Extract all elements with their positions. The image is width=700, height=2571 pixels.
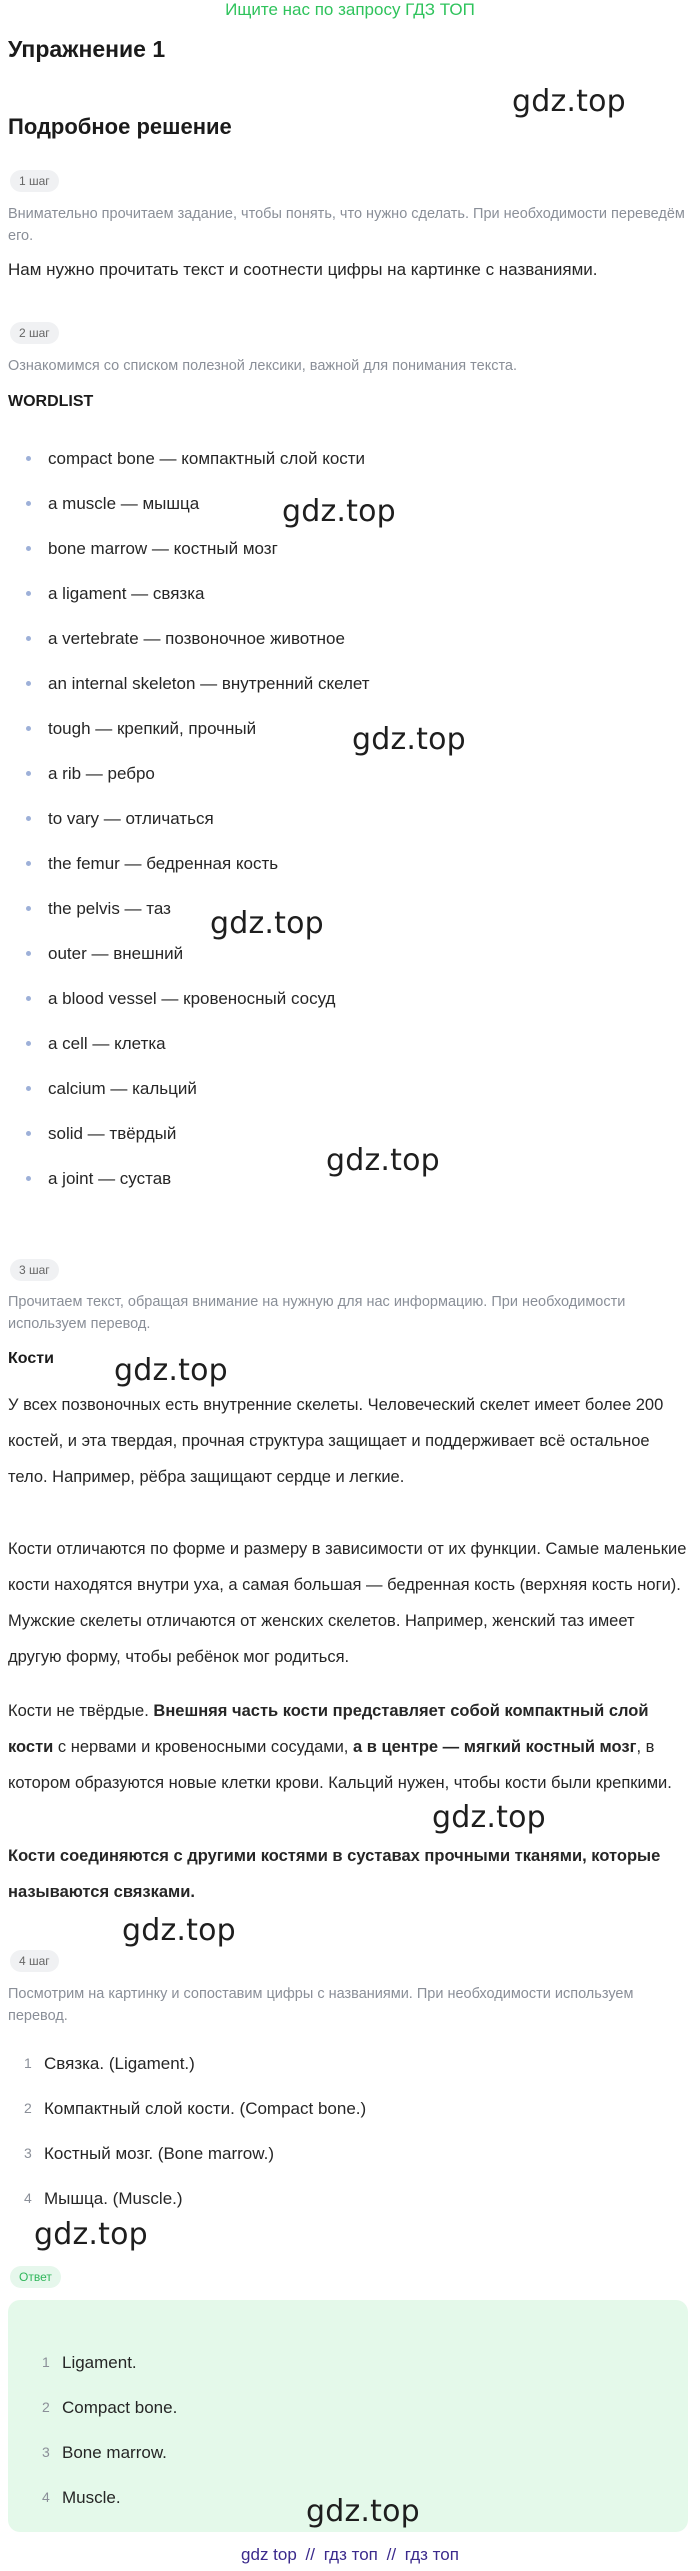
watermark: gdz.top	[306, 2494, 420, 2529]
item-number: 4	[24, 2190, 32, 2206]
word-text: the pelvis — таз	[48, 899, 171, 918]
step-3-badge: 3 шаг	[10, 1259, 59, 1281]
step-4-badge: 4 шаг	[10, 1950, 59, 1972]
step-4-note: Посмотрим на картинку и сопоставим цифры с названиями. При необходимости используем перевод.	[8, 1986, 634, 2024]
list-item	[8, 796, 688, 841]
answer-list	[26, 2340, 666, 2520]
list-item	[8, 661, 688, 706]
answer-badge: Ответ	[10, 2266, 61, 2288]
item-number: 2	[24, 2100, 32, 2116]
p3-part-b: Внешняя часть кости представляет собой компактный слой кости	[8, 1702, 649, 1756]
item-number: 4	[42, 2489, 50, 2505]
word-text: compact bone — компактный слой кости	[48, 449, 366, 468]
list-item	[8, 2041, 688, 2086]
item-text: Костный мозг. (Bone marrow.)	[44, 2144, 274, 2163]
bullet-icon	[26, 636, 31, 641]
footer-link-2[interactable]: гдз топ	[323, 2545, 378, 2564]
word-text: a joint — сустав	[48, 1169, 172, 1188]
item-text: Bone marrow.	[62, 2443, 167, 2462]
step-3-note: Прочитаем текст, обращая внимание на нужную для нас информацию. При необходимости используем перевод.	[8, 1294, 626, 1332]
word-text: a cell — клетка	[48, 1034, 166, 1053]
item-number: 1	[42, 2354, 50, 2370]
list-item	[8, 2086, 688, 2131]
list-item	[8, 436, 688, 481]
paragraph-3	[8, 1693, 688, 1801]
paragraph-1: У всех позвоночных есть внутренние скелеты. Человеческий скелет имеет более 200 костей, и эта твердая, прочная структура защищает и поддерживает всё остальное тело. Например, рёбра защищают сердце и легкие.	[8, 1396, 664, 1486]
list-item	[8, 751, 688, 796]
search-banner[interactable]: Ищите нас по запросу ГДЗ ТОП	[225, 0, 475, 19]
bullet-icon	[26, 1041, 31, 1046]
word-text: a vertebrate — позвоночное животное	[48, 629, 345, 648]
list-item	[8, 1021, 688, 1066]
list-item	[8, 886, 688, 931]
list-item	[8, 706, 688, 751]
item-number: 2	[42, 2399, 50, 2415]
word-text: a muscle — мышца	[48, 494, 200, 513]
item-number: 1	[24, 2055, 32, 2071]
p3-part-d: а в центре — мягкий костный мозг	[352, 1738, 637, 1756]
watermark: gdz.top	[122, 1913, 236, 1948]
step-1-note: Внимательно прочитаем задание, чтобы понять, что нужно сделать. При необходимости переведём его.	[8, 206, 685, 244]
item-text: Связка. (Ligament.)	[44, 2054, 195, 2073]
item-number: 3	[42, 2444, 50, 2460]
watermark: gdz.top	[114, 1353, 228, 1388]
step-2-badge: 2 шаг	[10, 322, 59, 344]
bullet-icon	[26, 996, 31, 1001]
list-item	[8, 616, 688, 661]
bullet-icon	[26, 951, 31, 956]
watermark: gdz.top	[512, 84, 626, 119]
watermark: gdz.top	[34, 2217, 148, 2252]
word-text: a ligament — связка	[48, 584, 205, 603]
item-number: 3	[24, 2145, 32, 2161]
list-item	[26, 2340, 666, 2385]
bullet-icon	[26, 456, 31, 461]
section-title: Подробное решение	[8, 114, 232, 139]
p3-part-a: Кости не твёрдые.	[8, 1702, 154, 1720]
bullet-icon	[26, 861, 31, 866]
word-text: calcium — кальций	[48, 1079, 197, 1098]
bullet-icon	[26, 816, 31, 821]
word-text: bone marrow — костный мозг	[48, 539, 278, 558]
bullet-icon	[26, 1176, 31, 1181]
footer-link-1[interactable]: gdz top	[241, 2545, 297, 2564]
list-item	[8, 931, 688, 976]
word-text: outer — внешний	[48, 944, 184, 963]
list-item	[8, 2176, 688, 2221]
footer-link-3[interactable]: гдз топ	[404, 2545, 459, 2564]
word-text: a rib — ребро	[48, 764, 155, 783]
list-item	[8, 841, 688, 886]
text-heading: Кости	[8, 1350, 54, 1367]
bullet-icon	[26, 1086, 31, 1091]
watermark: gdz.top	[210, 906, 324, 941]
item-text: Ligament.	[62, 2353, 137, 2372]
bullet-icon	[26, 726, 31, 731]
paragraph-4: Кости соединяются с другими костями в суставах прочными тканями, которые называются связками.	[8, 1847, 661, 1901]
word-text: tough — крепкий, прочный	[48, 719, 257, 738]
bullet-icon	[26, 771, 31, 776]
list-item	[26, 2385, 666, 2430]
list-item	[8, 976, 688, 1021]
footer-links	[0, 2545, 700, 2565]
word-text: an internal skeleton — внутренний скелет	[48, 674, 370, 693]
item-text: Muscle.	[62, 2488, 121, 2507]
bullet-icon	[26, 681, 31, 686]
bullet-icon	[26, 906, 31, 911]
page-title: Упражнение 1	[8, 36, 166, 62]
item-text: Мышца. (Muscle.)	[44, 2189, 183, 2208]
footer-separator: //	[305, 2545, 315, 2564]
watermark: gdz.top	[352, 722, 466, 757]
bullet-icon	[26, 591, 31, 596]
p3-part-e: , в котором образуются новые клетки крови. Кальций нужен, чтобы кости были крепкими.	[8, 1738, 672, 1792]
watermark: gdz.top	[282, 494, 396, 529]
word-text: a blood vessel — кровеносный сосуд	[48, 989, 336, 1008]
bullet-icon	[26, 1131, 31, 1136]
word-text: the femur — бедренная кость	[48, 854, 279, 873]
list-item	[8, 526, 688, 571]
bullet-icon	[26, 546, 31, 551]
word-text: solid — твёрдый	[48, 1124, 177, 1143]
matching-list	[8, 2041, 688, 2221]
word-text: to vary — отличаться	[48, 809, 214, 828]
bullet-icon	[26, 501, 31, 506]
footer-separator: //	[386, 2545, 397, 2564]
wordlist-heading: WORDLIST	[8, 393, 94, 410]
item-text: Compact bone.	[62, 2398, 178, 2417]
p3-part-c: с нервами и кровеносными сосудами,	[53, 1738, 353, 1756]
watermark: gdz.top	[326, 1143, 440, 1178]
watermark: gdz.top	[432, 1800, 546, 1835]
step-1-badge: 1 шаг	[10, 170, 59, 192]
paragraph-2: Кости отличаются по форме и размеру в зависимости от их функции. Самые маленькие кости находятся внутри уха, а самая большая — бедренная кость (верхняя кость ноги). Мужские скелеты отличаются от женских скелетов. Например, женский таз имеет другую форму, чтобы ребёнок мог родиться.	[8, 1540, 687, 1666]
list-item	[8, 571, 688, 616]
step-2-note: Ознакомимся со списком полезной лексики, важной для понимания текста.	[8, 358, 518, 374]
list-item	[8, 1066, 688, 1111]
list-item	[8, 2131, 688, 2176]
step-1-text: Нам нужно прочитать текст и соотнести цифры на картинке с названиями.	[8, 260, 598, 279]
list-item	[26, 2430, 666, 2475]
wordlist	[8, 436, 688, 1201]
item-text: Компактный слой кости. (Compact bone.)	[44, 2099, 367, 2118]
